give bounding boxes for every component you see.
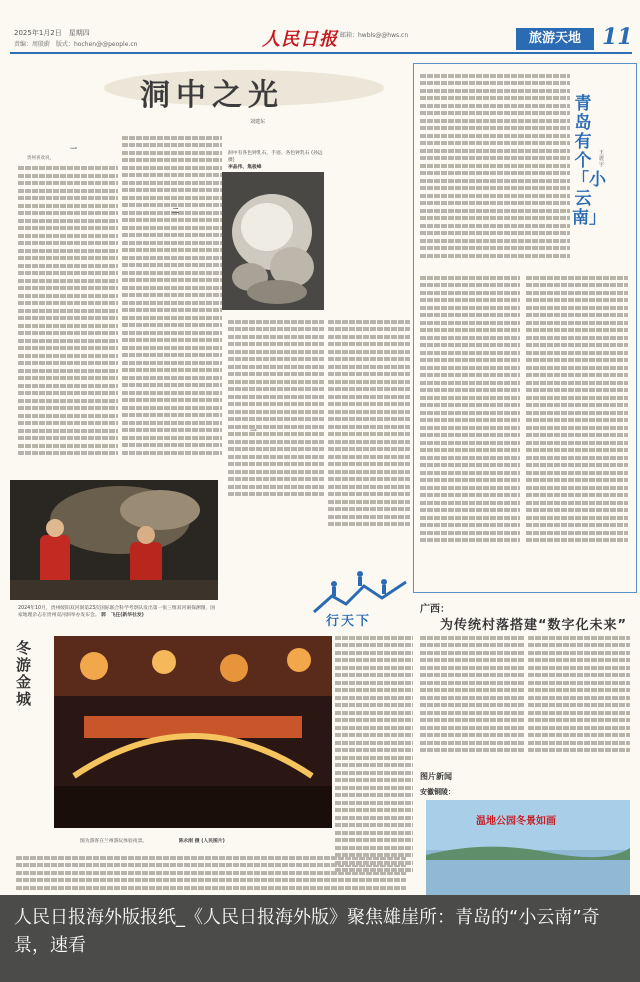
inset-caption-text: 洞中有各色钟乳石，手迹、各色钟乳石 (孙远 摄) xyxy=(228,151,323,163)
inset-photo-caption xyxy=(228,150,323,171)
qingdao-author: 王震宇 xyxy=(599,150,605,168)
qingdao-vertical-title: 青岛有个「小云南」 xyxy=(572,94,606,228)
masthead-editor: 责编：周殷蔚 版式：hochen@@people.cn xyxy=(14,41,138,48)
guangxi-column-left xyxy=(335,632,413,892)
qingdao-column-2 xyxy=(526,272,628,584)
travel-banner-label: 行天下 xyxy=(326,614,372,629)
cave-column-3 xyxy=(228,316,324,602)
guangxi-column-1 xyxy=(420,632,524,762)
cave-formation-illustration xyxy=(222,172,324,310)
masthead-hotline: 邮箱：hwbls@@hws.cn xyxy=(340,32,409,39)
section-label: 旅游天地 xyxy=(516,28,594,50)
explorers-caption-credit: 郭 飞任(新华社发) xyxy=(101,613,144,618)
cave-explorers-photo xyxy=(10,480,218,600)
lanzhou-caption-credit: 陈永刚 摄 (人民图片) xyxy=(178,839,225,844)
masthead-date: 2025年1月2日 星期四 xyxy=(14,29,90,37)
wetland-photo-banner: 温地公园冬景如画 xyxy=(476,816,556,827)
guangxi-headline: 为传统村落搭建“数字化未来” xyxy=(440,618,628,633)
paper-logo: 人民日报 xyxy=(262,29,338,50)
photo-news-label: 图片新闻 xyxy=(420,772,452,781)
cave-formation-photo xyxy=(222,172,324,310)
overlay-headline: 人民日报海外版报纸_《人民日报海外版》聚焦雄崖所：青岛的“小云南”奇景，速看 xyxy=(14,907,600,956)
explorers-caption-text: 2024年10月，贵州绥阳双河洞第23次国际联合科学考察队发出第一张三维双河洞探测图，国家地理杂志在贵州双河洞举办发布会。 xyxy=(18,606,216,618)
cave-paragraph: 贵州喜欢说， xyxy=(27,156,54,161)
section-one-marker: 一 xyxy=(70,145,77,153)
masthead xyxy=(10,24,633,54)
explorers-caption xyxy=(18,605,218,619)
inset-caption-credit: 李晶伟、集极峰 xyxy=(228,165,262,170)
photo-news-subtitle: 安徽铜陵： xyxy=(420,788,455,796)
lanzhou-night-illustration xyxy=(54,636,332,828)
page-number: 11 xyxy=(602,24,633,50)
explorers-illustration xyxy=(10,480,218,600)
lanzhou-night-photo xyxy=(54,636,332,828)
winter-title-block xyxy=(16,640,46,760)
winter-article-title: 冬游金城 xyxy=(16,639,32,708)
cave-article-title: 洞中之光 xyxy=(140,78,284,113)
lanzhou-caption-text: 图为游客在兰州游玩体验夜景。 xyxy=(80,839,148,844)
qingdao-column-1 xyxy=(420,272,520,584)
section-two-marker: 二 xyxy=(172,207,179,215)
guangxi-region-label: 广西： xyxy=(420,604,450,615)
lanzhou-photo-caption xyxy=(80,838,320,845)
cave-byline: 刘建东 xyxy=(250,119,266,125)
qingdao-column-1-top xyxy=(420,70,570,270)
wetland-park-photo xyxy=(426,800,630,895)
travel-banner xyxy=(312,568,408,628)
hikers-icon xyxy=(312,568,408,614)
guangxi-column-2 xyxy=(528,632,630,762)
